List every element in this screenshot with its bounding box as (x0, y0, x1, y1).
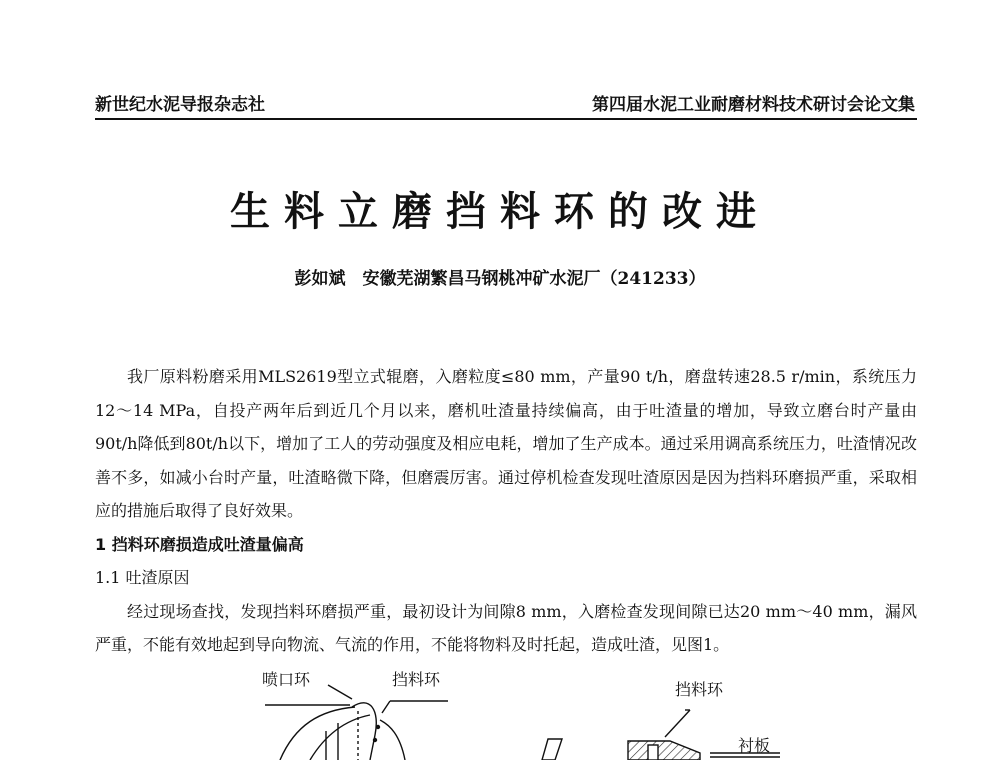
intro-paragraph: 我厂原料粉磨采用MLS2619型立式辊磨，入磨粒度≤80 mm，产量90 t/h，磨盘转速28.5 r/min，系统压力12～14 MPa，自投产两年后到近几个月以来，磨机吐渣量持续偏高，由于吐渣量的增加，导致立磨台时产量由90t/h降低到80t/h以下，增加了工人的劳动强度及相应电耗，增加了生产成本。通过采用调高系统压力，吐渣情况改善不多，如减小台时产量，吐渣略微下降，但磨震厉害。通过停机检查发现吐渣原因是因为挡料环磨损严重，采取相应的措施后取得了良好效果。 (95, 367, 917, 520)
right-figure (542, 710, 780, 760)
header-proceedings: 第四届水泥工业耐磨材料技术研讨会论文集 (592, 95, 915, 115)
author-line: 彭如斌 安徽芜湖繁昌马钢桃冲矿水泥厂（241233） (294, 269, 706, 289)
label-liner: 衬板 (738, 736, 771, 755)
running-header (95, 86, 915, 114)
header-rule (95, 118, 917, 120)
subsection-heading: 1.1 吐渣原因 (95, 568, 190, 587)
paper-title: 生料立磨挡料环的改进 (230, 188, 770, 235)
left-figure (265, 685, 448, 760)
section-heading: 1 挡料环磨损造成吐渣量偏高 (95, 534, 304, 554)
header-publisher: 新世纪水泥导报杂志社 (95, 95, 265, 115)
paper-body (95, 360, 917, 662)
label-retaining-ring-left: 挡料环 (392, 670, 441, 689)
label-retaining-ring-right: 挡料环 (675, 680, 724, 699)
figure-drawing (240, 665, 800, 760)
cause-paragraph: 经过现场查找，发现挡料环磨损严重，最初设计为间隙8 mm，入磨检查发现间隙已达20 mm～40 mm，漏风严重，不能有效地起到导向物流、气流的作用，不能将物料及时托起，造成吐渣，见图1。 (95, 601, 917, 654)
figure-1 (240, 665, 800, 760)
label-nozzle-ring: 喷口环 (262, 670, 311, 689)
